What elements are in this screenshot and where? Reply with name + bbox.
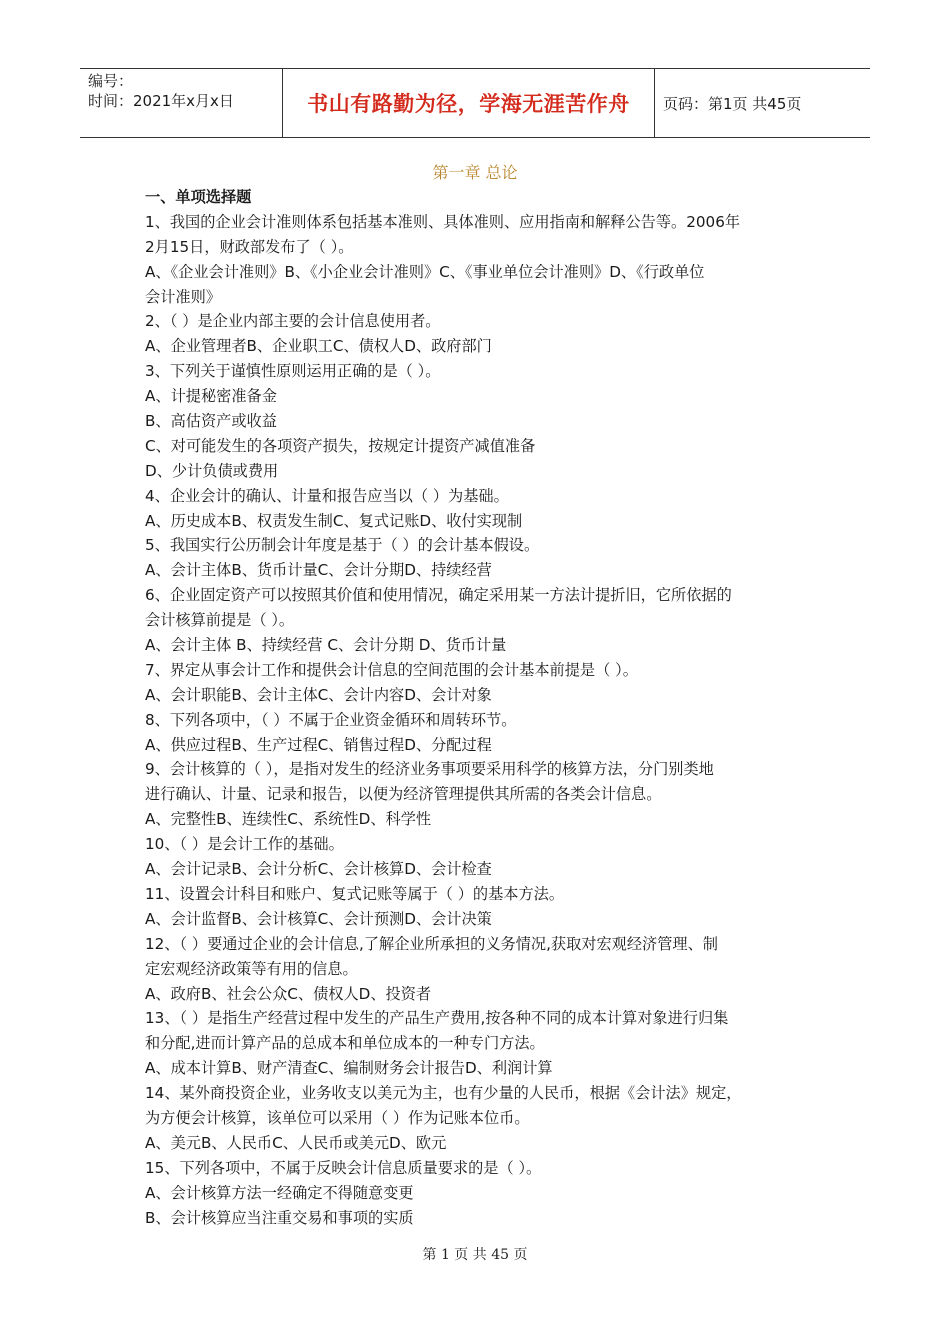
text-line: A、会计主体B、货币计量C、会计分期D、持续经营	[145, 561, 492, 580]
text-line: 会计准则》	[145, 287, 221, 306]
text-line: 会计核算前提是（ ）。	[145, 611, 295, 630]
text-line: 15、下列各项中，不属于反映会计信息质量要求的是（ ）。	[145, 1158, 542, 1177]
chapter-title: 第一章 总论	[432, 163, 518, 182]
text-line: A、会计记录B、会计分析C、会计核算D、会计检查	[145, 860, 492, 879]
text-line: 为方便会计核算，该单位可以采用（ ）作为记账本位币。	[145, 1108, 530, 1127]
text-line: A、成本计算B、财产清查C、编制财务会计报告D、利润计算	[145, 1059, 553, 1078]
header-motto: 书山有路勤为径，学海无涯苦作舟	[283, 69, 655, 137]
text-line: 4、企业会计的确认、计量和报告应当以（ ）为基础。	[145, 486, 509, 505]
header-page-info: 页码：第1页 共45页	[663, 94, 802, 113]
text-line: 7、界定从事会计工作和提供会计信息的空间范围的会计基本前提是（ ）。	[145, 660, 638, 679]
text-line: 2月15日，财政部发布了（ ）。	[145, 237, 354, 256]
time-label: 时间：2021年x月x日	[88, 92, 234, 110]
header-meta	[80, 69, 283, 137]
number-label: 编号：	[88, 72, 134, 90]
text-line: A、完整性B、连续性C、系统性D、科学性	[145, 810, 432, 829]
text-line: A、供应过程B、生产过程C、销售过程D、分配过程	[145, 735, 492, 754]
text-line: A、会计监督B、会计核算C、会计预测D、会计决策	[145, 909, 492, 928]
question-content	[145, 185, 810, 1230]
text-line: 2、（ ）是企业内部主要的会计信息使用者。	[145, 312, 441, 331]
text-line: 5、我国实行公历制会计年度是基于（ ）的会计基本假设。	[145, 536, 540, 555]
text-line: A、会计核算方法一经确定不得随意变更	[145, 1183, 414, 1202]
text-line: 和分配,进而计算产品的总成本和单位成本的一种专门方法。	[145, 1034, 545, 1053]
text-line: C、对可能发生的各项资产损失，按规定计提资产减值准备	[145, 436, 536, 455]
text-line: 定宏观经济政策等有用的信息。	[145, 959, 358, 978]
text-line: A、会计职能B、会计主体C、会计内容D、会计对象	[145, 685, 492, 704]
text-line: 8、下列各项中，（ ）不属于企业资金循环和周转环节。	[145, 710, 517, 729]
page-footer: 第 1 页 共 45 页	[422, 1247, 528, 1263]
page-header	[80, 68, 870, 138]
text-line: A、企业管理者B、企业职工C、债权人D、政府部门	[145, 337, 492, 356]
text-line: D、少计负债或费用	[145, 461, 279, 480]
text-line: 14、某外商投资企业，业务收支以美元为主，也有少量的人民币，根据《会计法》规定，	[145, 1084, 742, 1103]
text-line: A、政府B、社会公众C、债权人D、投资者	[145, 984, 432, 1003]
text-line: 10、（ ）是会计工作的基础。	[145, 835, 344, 854]
text-line: A、计提秘密准备金	[145, 387, 277, 406]
text-line: 13、（ ）是指生产经营过程中发生的产品生产费用,按各种不同的成本计算对象进行归集	[145, 1009, 729, 1028]
text-line: 11、设置会计科目和账户、复式记账等属于（ ）的基本方法。	[145, 884, 565, 903]
section-heading: 一、单项选择题	[145, 188, 252, 206]
text-line: A、历史成本B、权责发生制C、复式记账D、收付实现制	[145, 511, 523, 530]
text-line: 3、下列关于谨慎性原则运用正确的是（ ）。	[145, 362, 441, 381]
text-line: 9、会计核算的（ ），是指对发生的经济业务事项要采用科学的核算方法，分门别类地	[145, 760, 714, 779]
text-line: 进行确认、计量、记录和报告，以便为经济管理提供其所需的各类会计信息。	[145, 785, 662, 804]
text-line: A、美元B、人民币C、人民币或美元D、欧元	[145, 1133, 447, 1152]
text-line: A、《企业会计准则》B、《小企业会计准则》C、《事业单位会计准则》D、《行政单位	[145, 262, 705, 281]
text-line: A、会计主体 B、持续经营 C、会计分期 D、货币计量	[145, 636, 507, 655]
text-line: 12、（ ）要通过企业的会计信息,了解企业所承担的义务情况,获取对宏观经济管理、制	[145, 934, 718, 953]
text-line: B、会计核算应当注重交易和事项的实质	[145, 1208, 414, 1227]
text-line: 6、企业固定资产可以按照其价值和使用情况，确定采用某一方法计提折旧，它所依据的	[145, 586, 732, 605]
text-line: 1、我国的企业会计准则体系包括基本准则、具体准则、应用指南和解释公告等。2006年	[145, 212, 741, 231]
text-line: B、高估资产或收益	[145, 412, 277, 431]
